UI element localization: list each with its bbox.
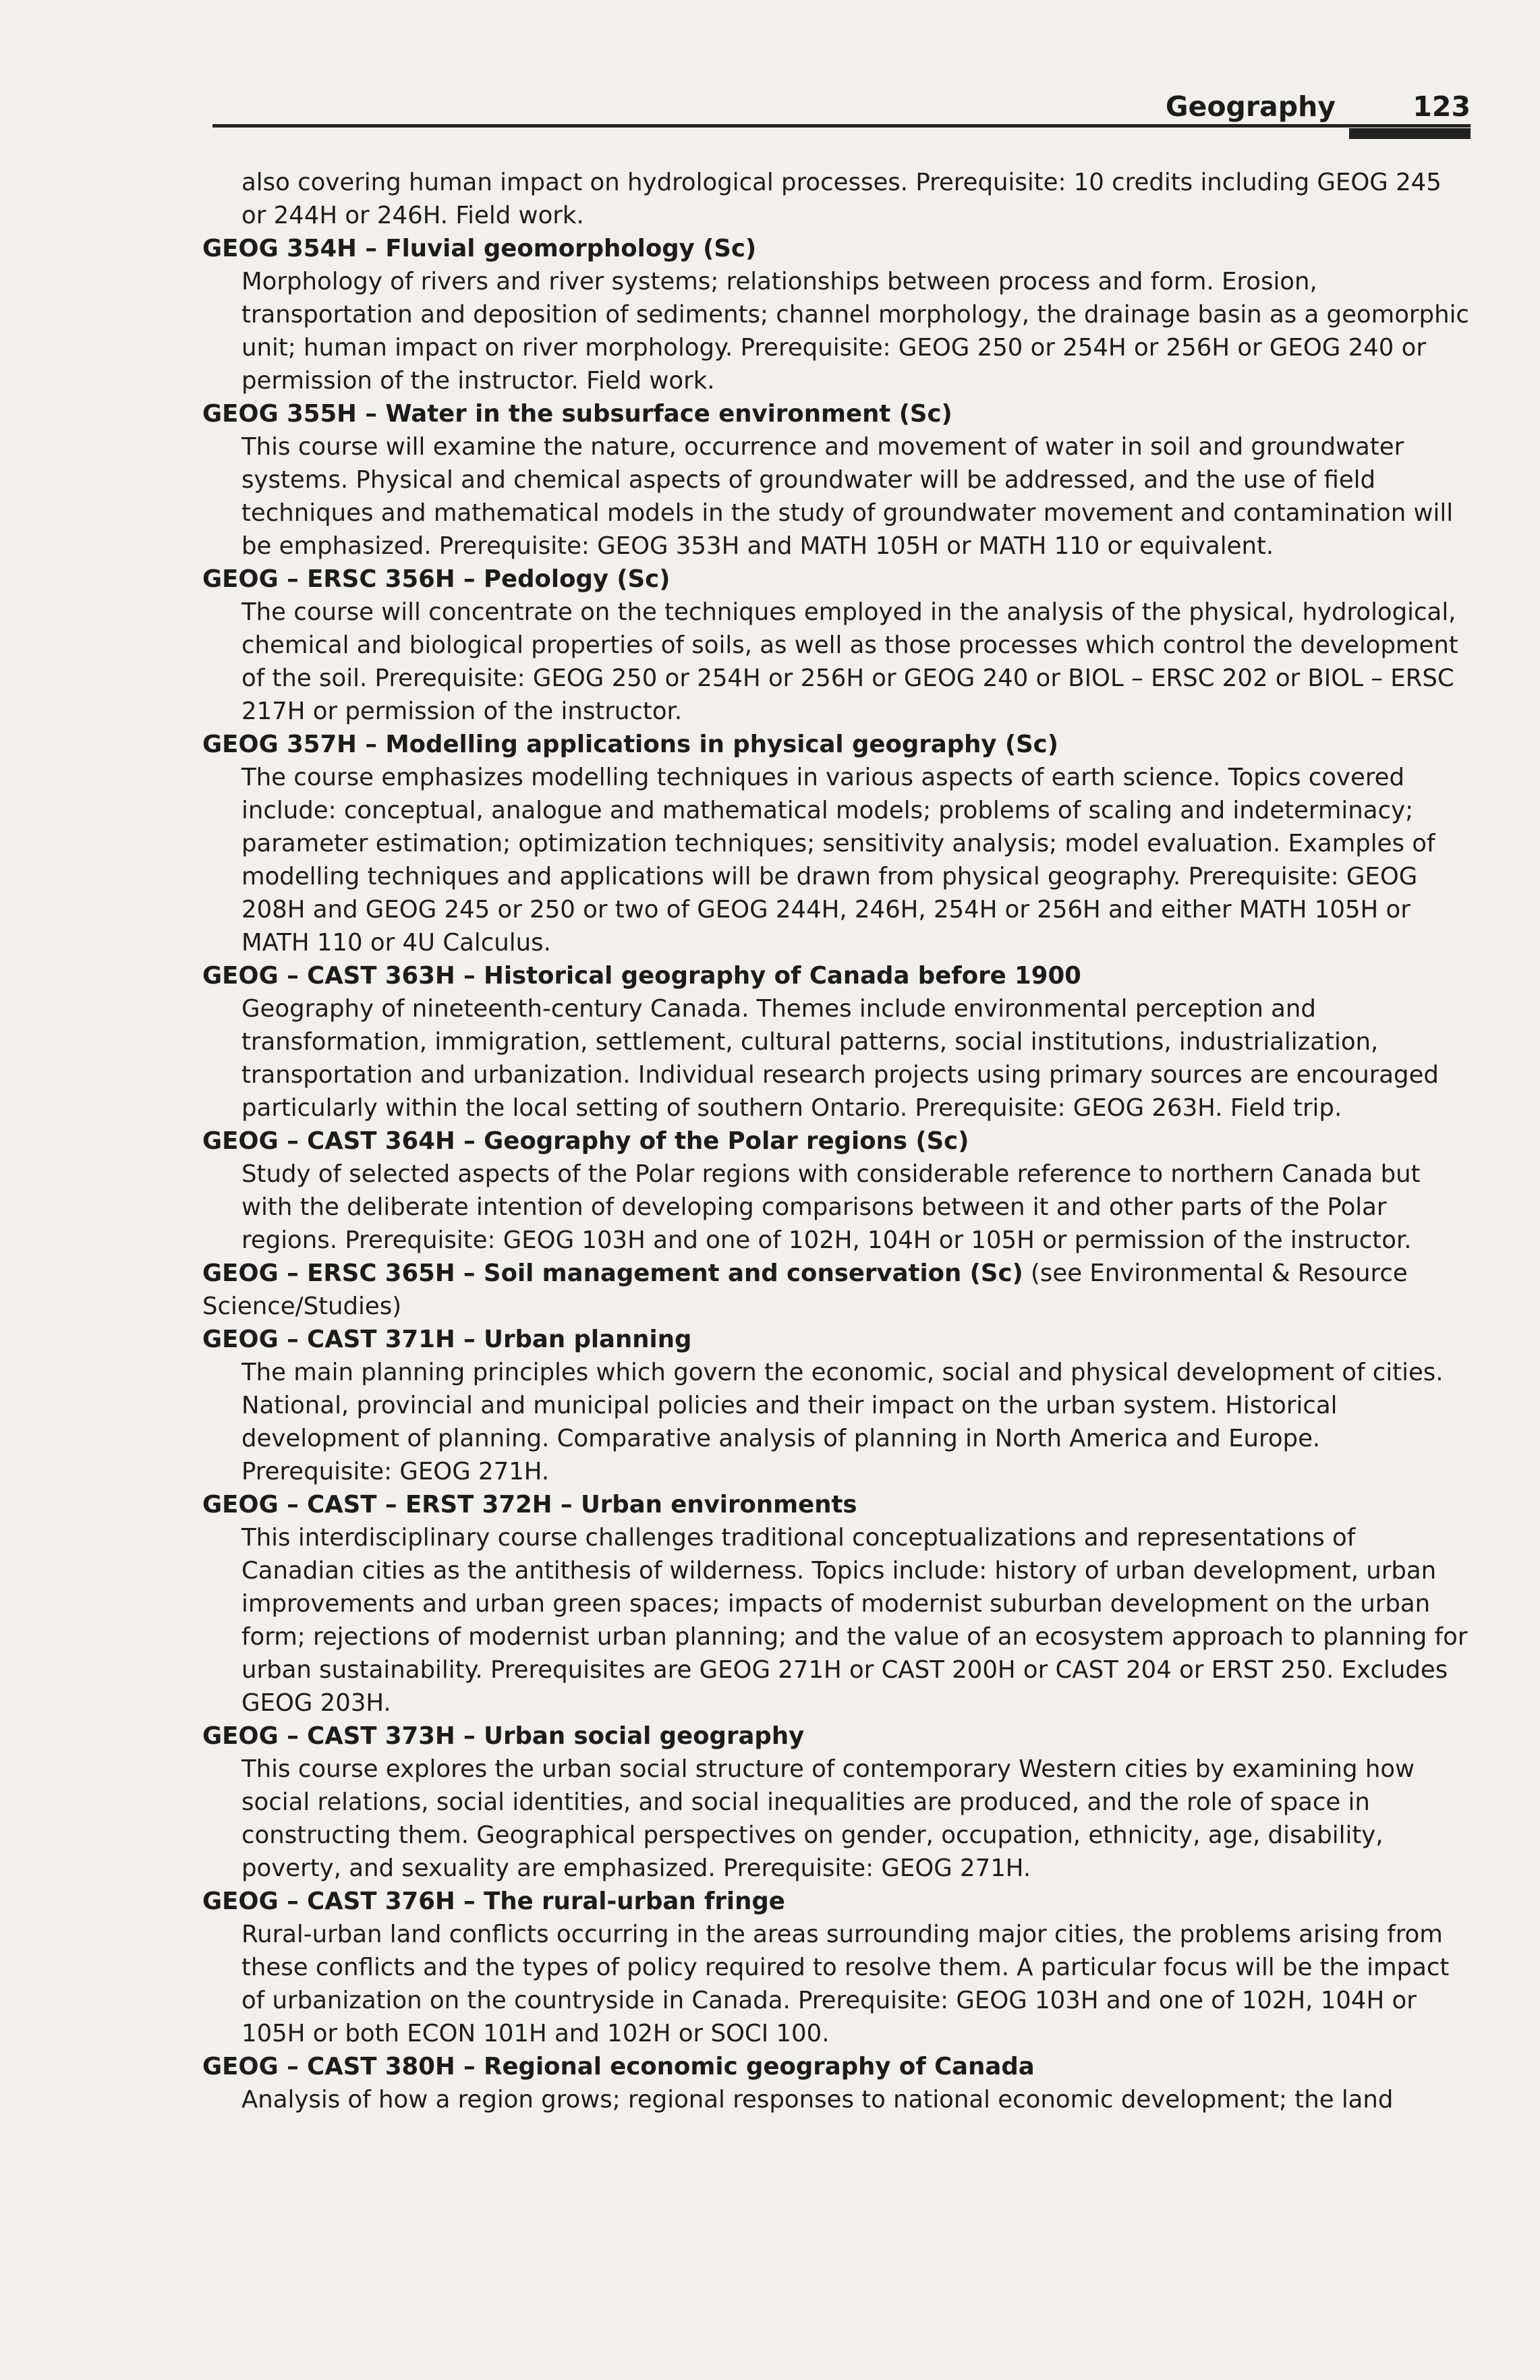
course-description: Study of selected aspects of the Polar regions with considerable reference to northern Canada but with the deliberate intention of developing comparisons between it and other parts of the Polar regions. Prerequisite: GEOG 103H and one of 102H, 104H or 105H or permission of the instructor. [241,1160,1421,1254]
course-description: The course emphasizes modelling techniques in various aspects of earth science. Topics covered include: conceptual, analogue and mathematical models; problems of scaling and indeterminacy; parameter estimation; optimization techniques; sensitivity analysis; model evaluation. Examples of modelling techniques and applications will be drawn from physical geography. Prerequisite: GEOG 208H and GEOG 245 or 250 or two of GEOG 244H, 246H, 254H or 256H and either MATH 105H or MATH 110 or 4U Calculus. [241,764,1435,957]
course-description: The main planning principles which govern the economic, social and physical development of cities. National, provincial and municipal policies and their impact on the urban system. Historical development of planning. Comparative analysis of planning in North America and Europe. Prerequisite: GEOG 271H. [241,1359,1444,1485]
header-rule-tab [1349,128,1471,139]
course-title [202,1323,1471,1356]
course-entry [202,1257,1471,1323]
course-code-and-name: GEOG – CAST 363H – Historical geography of Canada before 1900 [202,962,1081,990]
course-entry [202,1323,1471,1488]
course-description: This course explores the urban social structure of contemporary Western cities by examining how social relations, social identities, and social inequalities are produced, and the role of space in constructing them. Geographical perspectives on gender, occupation, ethnicity, age, disability, poverty, and sexuality are emphasized. Prerequisite: GEOG 271H. [241,1755,1415,1882]
course-code-and-name: GEOG – CAST 376H – The rural-urban fringe [202,1888,785,1915]
course-entry [202,397,1471,563]
course-code-and-name: GEOG – CAST 364H – Geography of the Polar regions (Sc) [202,1127,969,1155]
course-code-and-name: GEOG – CAST – ERST 372H – Urban environments [202,1491,857,1519]
course-description: Analysis of how a region grows; regional responses to national economic development; the land [241,2086,1394,2114]
course-listing [202,166,1471,2116]
course-title [202,1720,1471,1753]
course-description: This course will examine the nature, occurrence and movement of water in soil and groundwater systems. Physical and chemical aspects of groundwater will be addressed, and the use of field techniques and mathematical models in the study of groundwater movement and contamination will be emphasized. Prerequisite: GEOG 353H and MATH 105H or MATH 110 or equivalent. [241,433,1454,560]
course-title [202,232,1471,265]
course-description: Geography of nineteenth-century Canada. Themes include environmental perception and transformation, immigration, settlement, cultural patterns, social institutions, industrialization, transportation and urbanization. Individual research projects using primary sources are encouraged particularly within the local setting of southern Ontario. Prerequisite: GEOG 263H. Field trip. [241,995,1439,1122]
course-description: This interdisciplinary course challenges traditional conceptualizations and representations of Canadian cities as the antithesis of wilderness. Topics include: history of urban development, urban improvements and urban green spaces; impacts of modernist suburban development on the urban form; rejections of modernist urban planning; and the value of an ecosystem approach to planning for urban sustainability. Prerequisites are GEOG 271H or CAST 200H or CAST 204 or ERST 250. Excludes GEOG 203H. [241,1524,1468,1717]
course-title [202,1885,1471,1918]
course-code-and-name: GEOG 354H – Fluvial geomorphology (Sc) [202,235,757,262]
course-entry [202,1885,1471,2050]
course-title [202,1257,1471,1323]
course-title [202,1125,1471,1158]
continued-description [202,166,1471,232]
course-title [202,728,1471,761]
course-entry [202,232,1471,397]
course-code-and-name: GEOG 355H – Water in the subsurface environment (Sc) [202,400,952,428]
course-list [202,232,1471,2116]
section-title: Geography [1165,90,1336,123]
course-code-and-name: GEOG 357H – Modelling applications in physical geography (Sc) [202,731,1058,758]
course-title [202,959,1471,992]
course-title [202,397,1471,430]
page-number: 123 [1413,90,1471,123]
course-entry [202,2050,1471,2116]
course-code-and-name: GEOG – ERSC 365H – Soil management and conservation (Sc) [202,1259,1023,1287]
course-description: also covering human impact on hydrological processes. Prerequisite: 10 credits including GEOG 245 or 244H or 246H. Field work. [241,169,1442,229]
course-cross-reference: (see Environmental & Resource Science/Studies) [202,1259,1408,1320]
course-code-and-name: GEOG – ERSC 356H – Pedology (Sc) [202,565,671,593]
course-code-and-name: GEOG – CAST 380H – Regional economic geography of Canada [202,2053,1035,2080]
course-entry [202,1488,1471,1720]
course-title [202,2050,1471,2083]
course-description: The course will concentrate on the techniques employed in the analysis of the physical, hydrological, chemical and biological properties of soils, as well as those processes which control the development of the soil. Prerequisite: GEOG 250 or 254H or 256H or GEOG 240 or BIOL – ERSC 202 or BIOL – ERSC 217H or permission of the instructor. [241,598,1458,725]
course-description: Morphology of rivers and river systems; relationships between process and form. Erosion, transportation and deposition of sediments; channel morphology, the drainage basin as a geomorphic unit; human impact on river morphology. Prerequisite: GEOG 250 or 254H or 256H or GEOG 240 or permission of the instructor. Field work. [241,268,1469,395]
page-header [212,86,1471,127]
course-entry [202,959,1471,1125]
course-entry [202,728,1471,959]
course-title [202,563,1471,596]
course-code-and-name: GEOG – CAST 371H – Urban planning [202,1326,692,1353]
course-title [202,1488,1471,1521]
course-entry [202,1125,1471,1257]
course-entry [202,1720,1471,1885]
course-description: Rural-urban land conflicts occurring in the areas surrounding major cities, the problems arising from these conflicts and the types of policy required to resolve them. A particular focus will be the impact of urbanization on the countryside in Canada. Prerequisite: GEOG 103H and one of 102H, 104H or 105H or both ECON 101H and 102H or SOCI 100. [241,1921,1450,2047]
header-rule [212,124,1471,128]
course-code-and-name: GEOG – CAST 373H – Urban social geography [202,1722,805,1750]
course-entry [202,563,1471,728]
